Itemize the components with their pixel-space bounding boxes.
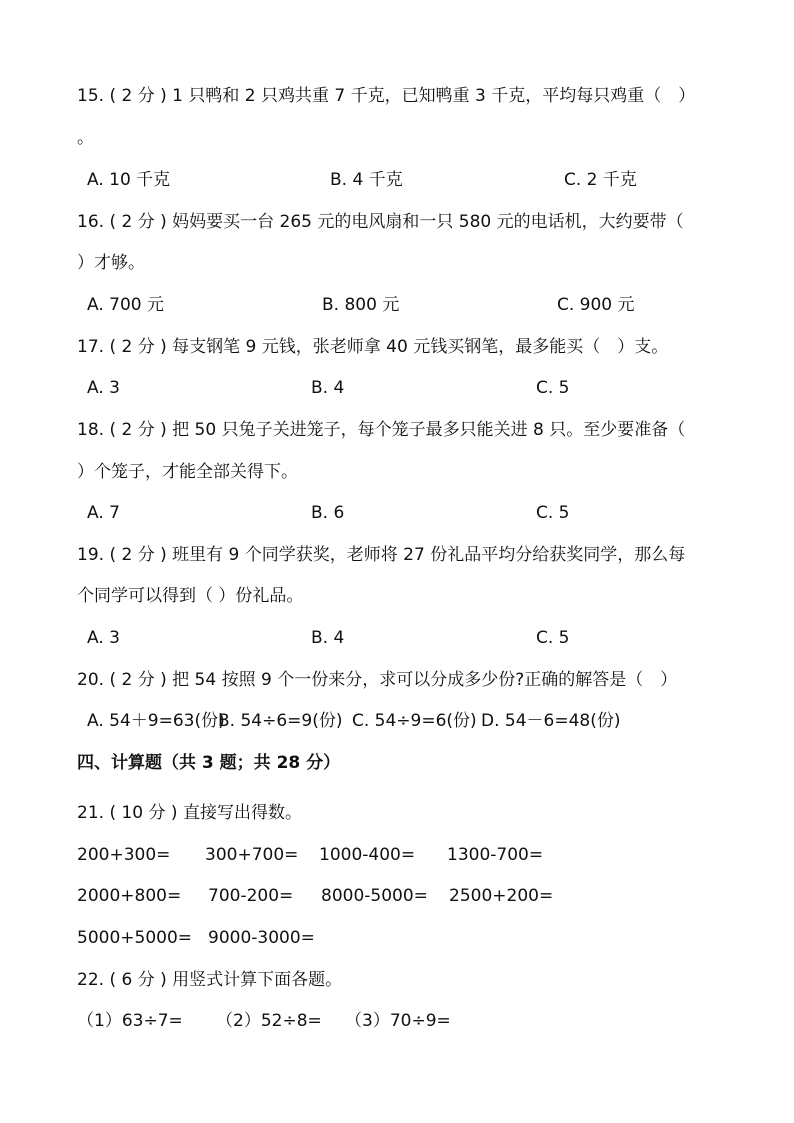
question-15-text-cont: 。 (77, 128, 94, 148)
question-15-option-b: B. 4 千克 (330, 170, 403, 190)
question-17-option-a: A. 3 (87, 378, 120, 398)
question-19-option-b: B. 4 (311, 628, 345, 648)
calc-item: 1000-400= (319, 845, 416, 865)
calc-item: 1300-700= (447, 845, 544, 865)
calc-item: 9000-3000= (208, 928, 315, 948)
question-15-text: 15. ( 2 分 ) 1 只鸭和 2 只鸡共重 7 千克，已知鸭重 3 千克，平均每只鸡重（ ） (77, 86, 696, 106)
question-19-text-cont: 个同学可以得到（ ）份礼品。 (77, 586, 304, 606)
question-20-option-a: A. 54＋9=63(份) (87, 711, 225, 731)
question-21-title: 21. ( 10 分 ) 直接写出得数。 (77, 803, 302, 823)
question-18-option-b: B. 6 (311, 503, 345, 523)
question-16-text: 16. ( 2 分 ) 妈妈要买一台 265 元的电风扇和一只 580 元的电话机，大约要带（ (77, 212, 684, 232)
division-item: （2）52÷8= (216, 1011, 322, 1031)
question-16-text-cont: ）才够。 (77, 253, 145, 273)
calc-item: 2000+800= (77, 886, 182, 906)
question-16-option-a: A. 700 元 (87, 295, 164, 315)
question-18-text-cont: ）个笼子，才能全部关得下。 (77, 462, 298, 482)
question-19-option-c: C. 5 (536, 628, 570, 648)
question-17-option-b: B. 4 (311, 378, 345, 398)
calc-item: 8000-5000= (321, 886, 428, 906)
calc-item: 5000+5000= (77, 928, 193, 948)
question-18-option-a: A. 7 (87, 503, 120, 523)
calc-item: 2500+200= (449, 886, 554, 906)
question-20-text: 20. ( 2 分 ) 把 54 按照 9 个一份来分，求可以分成多少份?正确的解答是（ ） (77, 670, 678, 690)
question-16-option-c: C. 900 元 (557, 295, 635, 315)
question-16-option-b: B. 800 元 (322, 295, 400, 315)
question-17-text: 17. ( 2 分 ) 每支钢笔 9 元钱，张老师拿 40 元钱买钢笔，最多能买（ ）支。 (77, 337, 669, 357)
question-20-option-c: C. 54÷9=6(份) (352, 711, 477, 731)
question-20-option-d: D. 54－6=48(份) (481, 711, 621, 731)
division-item: （3）70÷9= (345, 1011, 451, 1031)
division-item: （1）63÷7= (77, 1011, 183, 1031)
section-heading: 四、计算题（共 3 题；共 28 分） (77, 753, 341, 773)
question-19-text: 19. ( 2 分 ) 班里有 9 个同学获奖，老师将 27 份礼品平均分给获奖同学，那么每 (77, 545, 686, 565)
question-22-title: 22. ( 6 分 ) 用竖式计算下面各题。 (77, 970, 343, 990)
calc-item: 200+300= (77, 845, 171, 865)
question-15-option-c: C. 2 千克 (564, 170, 637, 190)
question-17-option-c: C. 5 (536, 378, 570, 398)
question-18-text: 18. ( 2 分 ) 把 50 只兔子关进笼子，每个笼子最多只能关进 8 只。至少要准备（ (77, 420, 686, 440)
question-19-option-a: A. 3 (87, 628, 120, 648)
question-20-option-b: B. 54÷6=9(份) (218, 711, 343, 731)
question-18-option-c: C. 5 (536, 503, 570, 523)
calc-item: 300+700= (205, 845, 299, 865)
calc-item: 700-200= (208, 886, 294, 906)
question-15-option-a: A. 10 千克 (87, 170, 171, 190)
